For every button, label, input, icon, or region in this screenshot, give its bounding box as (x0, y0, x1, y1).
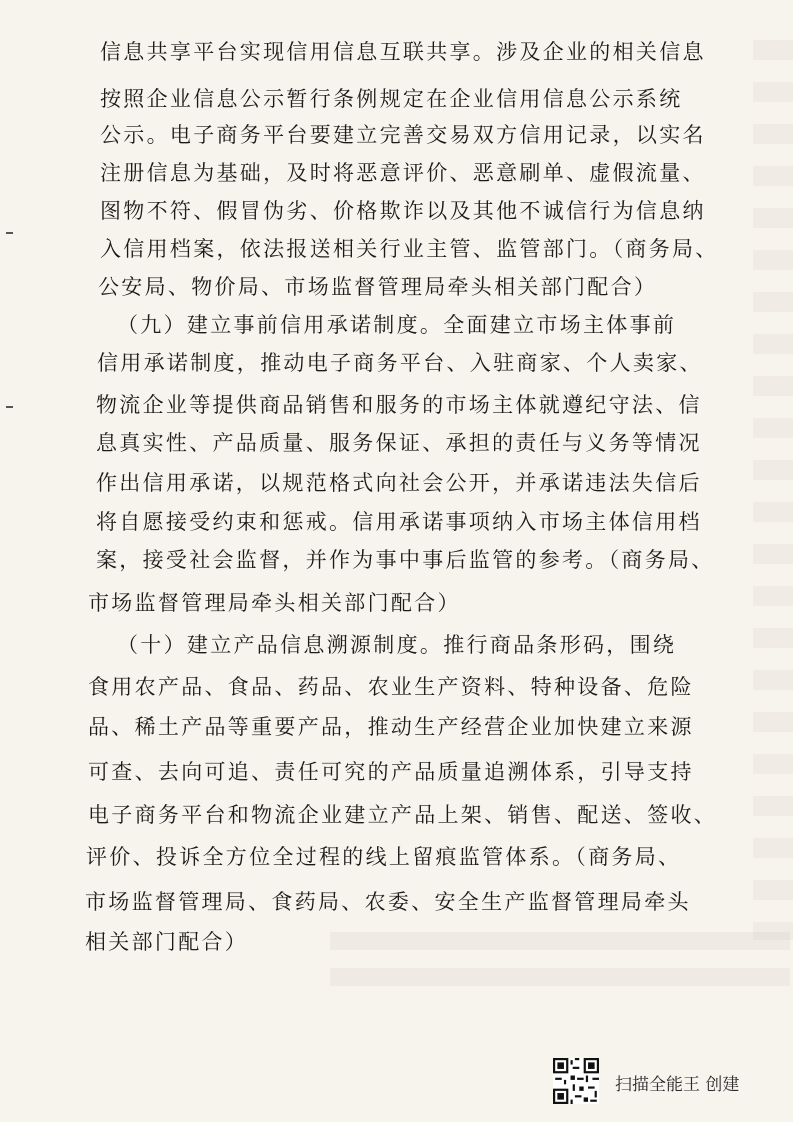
section-heading-9: （九）建立事前信用承诺制度。全面建立市场主体事前 (117, 313, 677, 337)
text-line: 将自愿接受约束和惩戒。信用承诺事项纳入市场主体信用档 (96, 510, 702, 534)
text-line: 可查、去向可追、责任可究的产品质量追溯体系，引导支持 (88, 760, 694, 784)
qr-code-icon (553, 1058, 599, 1104)
scanner-brand-label: 扫描全能王 创建 (615, 1075, 740, 1095)
text-line: 信用承诺制度，推动电子商务平台、入驻商家、个人卖家、 (97, 351, 703, 375)
text-line: 按照企业信息公示暂行条例规定在企业信用信息公示系统 (100, 87, 683, 111)
bleed-through-right (753, 40, 793, 940)
text-line: 注册信息为基础，及时将恶意评价、恶意刷单、虚假流量、 (100, 161, 706, 185)
margin-mark (6, 406, 13, 408)
text-line: 品、稀土产品等重要产品，推动生产经营企业加快建立来源 (88, 715, 694, 739)
text-line: 图物不符、假冒伪劣、价格欺诈以及其他不诚信行为信息纳 (100, 199, 706, 223)
text-line: 信息共享平台实现信用信息互联共享。涉及企业的相关信息 (100, 40, 706, 64)
bleed-through-bottom (330, 932, 790, 1002)
text-line: 相关部门配合） (85, 930, 249, 954)
text-line: 评价、投诉全方位全过程的线上留痕监管体系。（商务局、 (86, 845, 682, 869)
text-line: 公安局、物价局、市场监督管理局牵头相关部门配合） (98, 275, 658, 299)
margin-mark (6, 232, 13, 234)
text-line: 市场监督管理局牵头相关部门配合） (88, 591, 461, 615)
text-line: 作出信用承诺，以规范格式向社会公开，并承诺违法失信后 (96, 471, 702, 495)
section-heading-10: （十）建立产品信息溯源制度。推行商品条形码，围绕 (117, 633, 677, 657)
text-line: 公示。电子商务平台要建立完善交易双方信用记录，以实名 (100, 123, 706, 147)
text-line: 案，接受社会监督，并作为事中事后监管的参考。（商务局、 (96, 548, 715, 572)
text-line: 电子商务平台和物流企业建立产品上架、销售、配送、签收、 (88, 803, 718, 827)
text-line: 入信用档案，依法报送相关行业主管、监管部门。（商务局、 (100, 237, 719, 261)
text-line: 食用农产品、食品、药品、农业生产资料、特种设备、危险 (88, 675, 694, 699)
text-line: 物流企业等提供商品销售和服务的市场主体就遵纪守法、信 (96, 393, 702, 417)
text-line: 息真实性、产品质量、服务保证、承担的责任与义务等情况 (96, 431, 702, 455)
text-line: 市场监督管理局、食药局、农委、安全生产监督管理局牵头 (85, 890, 691, 914)
scanner-watermark (553, 1058, 783, 1108)
